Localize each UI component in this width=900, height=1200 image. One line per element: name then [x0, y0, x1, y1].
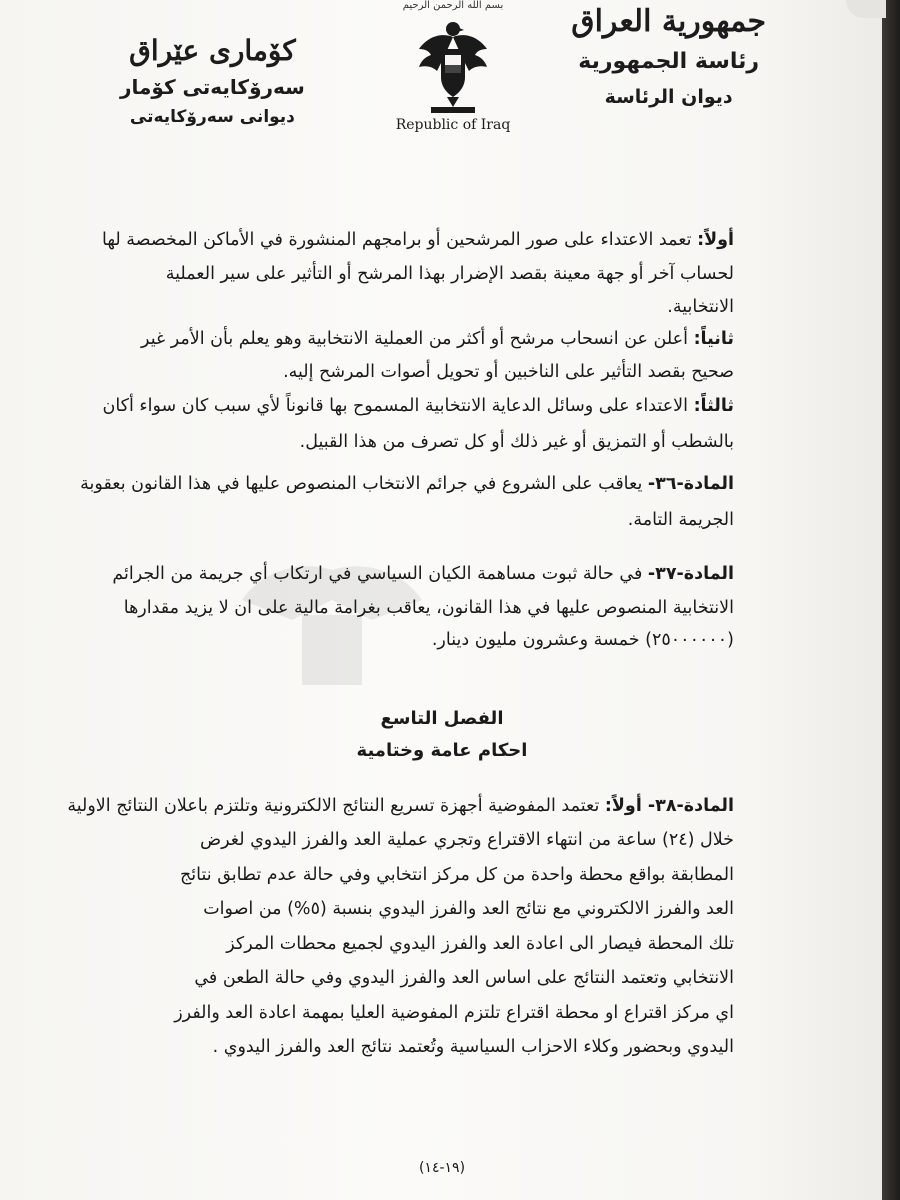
article-38-line7: اي مركز اقتراع او محطة اقتراع تلتزم المفوضية العليا بمهمة اعادة العد والفرز	[174, 1003, 734, 1023]
chapter-title: الفصل التاسع	[380, 708, 504, 729]
article-38-line3: المطابقة بواقع محطة واحدة من كل مركز انتخابي وفي حالة عدم تطابق نتائج	[179, 865, 734, 885]
article-38-line1: المادة-٣٨- أولاً: تعتمد المفوضية أجهزة تسريع النتائج الالكترونية وتلتزم باعلان النتائج الاولية	[67, 796, 734, 816]
kurdish-title: كۆماری عێراق	[129, 34, 296, 67]
article-37-line2: الانتخابية المنصوص عليها في هذا القانون، يعاقب بغرامة مالية على ان لا يزيد مقدارها	[123, 598, 734, 618]
clause-first-line1: أولاً: تعمد الاعتداء على صور المرشحين أو برامجهم المنشورة في الأماكن المخصصة لها	[101, 230, 734, 250]
article-36-line1: المادة-٣٦- يعاقب على الشروع في جرائم الانتخاب المنصوص عليها في هذا القانون بعقوبة	[80, 474, 734, 494]
arabic-title: جمهورية العراق	[571, 4, 766, 39]
arabic-presidency: رئاسة الجمهورية	[578, 49, 760, 74]
emblem-block	[378, 0, 528, 133]
kurdish-presidency: سەرۆكايەتی كۆمار	[120, 75, 305, 99]
chapter-subtitle: احكام عامة وختامية	[356, 740, 528, 761]
kurdish-letterhead	[120, 34, 305, 127]
arabic-office: ديوان الرئاسة	[604, 86, 733, 108]
page-number: (١٩-١٤)	[418, 1160, 466, 1176]
iraq-eagle-icon	[415, 15, 491, 115]
article-37-line3: (٢٥٠٠٠٠٠٠) خمسة وعشرون مليون دينار.	[431, 630, 734, 650]
clause-first-line3: الانتخابية.	[667, 297, 734, 317]
republic-of-iraq-label: Republic of Iraq	[395, 117, 511, 133]
article-37-line1: المادة-٣٧- في حالة ثبوت مساهمة الكيان السياسي في ارتكاب أي جريمة من الجرائم	[112, 564, 734, 584]
clause-third-line2: بالشطب أو التمزيق أو غير ذلك أو كل تصرف من هذا القبيل.	[299, 432, 734, 452]
article-36-line2: الجريمة التامة.	[627, 510, 734, 530]
clause-second-line1: ثانياً: أعلن عن انسحاب مرشح أو أكثر من العملية الانتخابية وهو يعلم بأن الأمر غير	[141, 329, 734, 349]
kurdish-office: ديوانی سەرۆكايەتی	[129, 107, 295, 127]
article-38-line5: تلك المحطة فيصار الى اعادة العد والفرز اليدوي لجميع محطات المركز	[226, 934, 734, 954]
arabic-letterhead	[571, 4, 766, 108]
clause-third-line1: ثالثاً: الاعتداء على وسائل الدعاية الانتخابية المسموح بها قانوناً لأي سبب كان سواء أكان	[102, 396, 734, 416]
basmala: بسم الله الرحمن الرحيم	[402, 0, 504, 11]
article-38-line4: العد والفرز الالكتروني مع نتائج العد والفرز اليدوي بنسبة (٥%) من اصوات	[203, 899, 734, 919]
background-edge	[882, 0, 900, 1200]
article-38-line2: خلال (٢٤) ساعة من انتهاء الاقتراع وتجري عملية العد والفرز اليدوي لغرض	[199, 830, 734, 850]
article-38-line8: اليدوي وبحضور وكلاء الاحزاب السياسية وتُعتمد نتائج العد والفرز اليدوي .	[212, 1037, 734, 1057]
clause-first-line2: لحساب آخر أو جهة معينة بقصد الإضرار بهذا المرشح أو التأثير على سير العملية	[165, 264, 734, 284]
clause-second-line2: صحيح بقصد التأثير على الناخبين أو تحويل أصوات المرشح إليه.	[283, 362, 734, 382]
article-38-line6: الانتخابي وتعتمد النتائج على اساس العد والفرز اليدوي وفي حالة الطعن في	[194, 968, 734, 988]
